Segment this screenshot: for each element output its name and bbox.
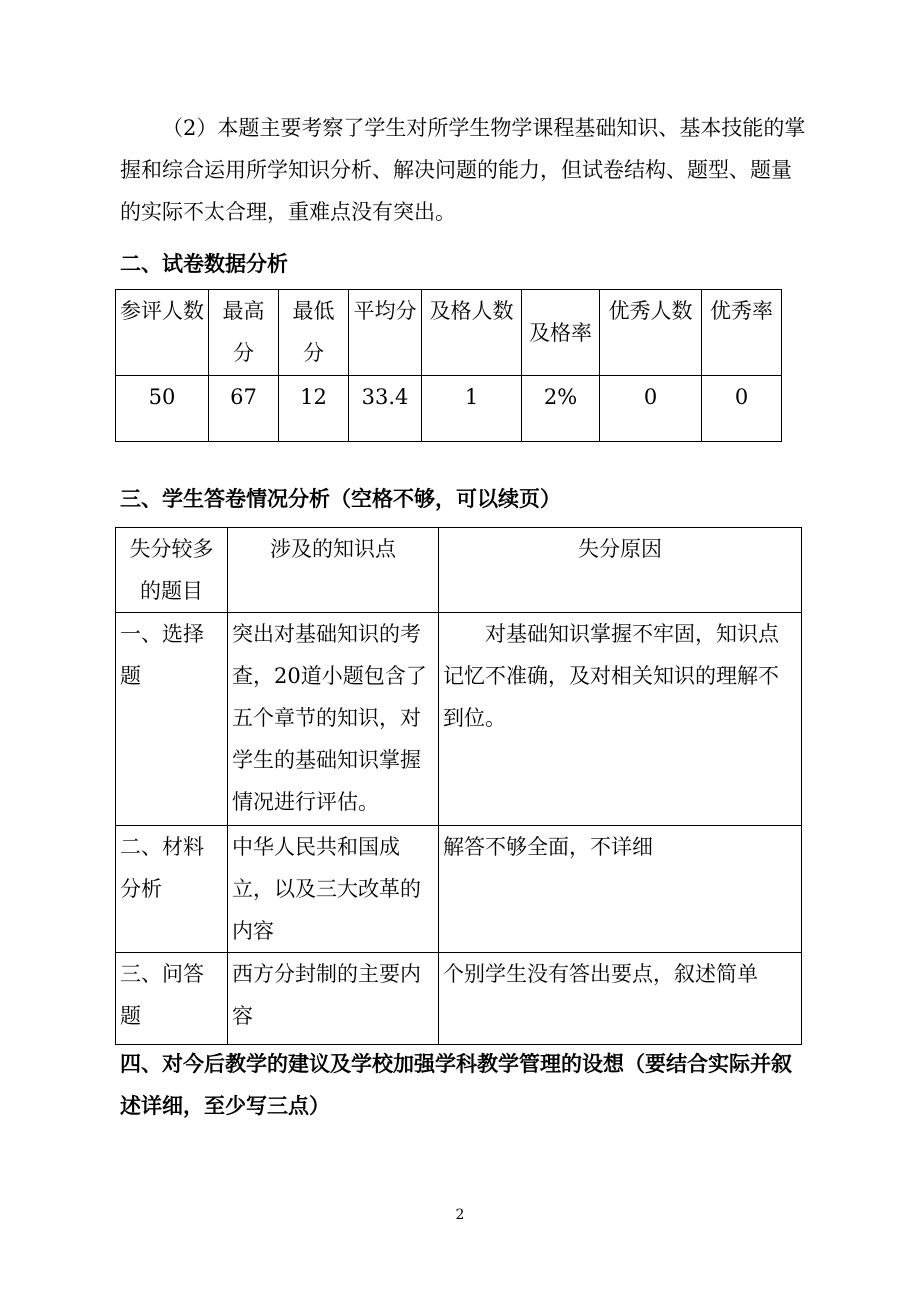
- header-cell: 及格率: [522, 290, 600, 376]
- table-row: [116, 953, 802, 1045]
- table-row: [116, 613, 802, 826]
- answer-analysis-table: [115, 527, 802, 1045]
- value-cell: 12: [279, 376, 349, 442]
- value-cell: 0: [702, 376, 782, 442]
- reason-cell: 解答不够全面，不详细: [439, 826, 802, 953]
- header-cell: 及格人数: [422, 290, 522, 376]
- value-cell: 1: [422, 376, 522, 442]
- header-cell: 最低分: [279, 290, 349, 376]
- intro-paragraph: （2）本题主要考察了学生对所学生物学课程基础知识、基本技能的掌握和综合运用所学知识分析、解决问题的能力，但试卷结构、题型、题量的实际不太合理，重难点没有突出。: [120, 116, 806, 224]
- header-cell: 涉及的知识点: [228, 528, 439, 613]
- header-cell: 失分原因: [439, 528, 802, 613]
- section3-title: 三、学生答卷情况分析（空格不够，可以续页）: [120, 486, 561, 511]
- table-header-row: [116, 528, 802, 613]
- section2-title: 二、试卷数据分析: [120, 251, 288, 276]
- header-cell: 优秀率: [702, 290, 782, 376]
- table-row: [116, 376, 782, 442]
- header-cell: 平均分: [349, 290, 422, 376]
- reason-cell: [439, 613, 802, 826]
- knowledge-cell: 中华人民共和国成立，以及三大改革的内容: [228, 826, 439, 953]
- knowledge-cell: 西方分封制的主要内容: [228, 953, 439, 1045]
- value-cell: 2%: [522, 376, 600, 442]
- header-cell: 参评人数: [116, 290, 209, 376]
- value-cell: 50: [116, 376, 209, 442]
- question-cell: 一、选择题: [116, 613, 228, 826]
- page-number: 2: [455, 1207, 465, 1223]
- exam-data-table: [115, 289, 782, 442]
- question-cell: 三、问答题: [116, 953, 228, 1045]
- section4-title: 四、对今后教学的建议及学校加强学科教学管理的设想（要结合实际并叙述详细，至少写三点）: [120, 1051, 792, 1118]
- value-cell: 67: [209, 376, 279, 442]
- reason-cell: 个别学生没有答出要点，叙述简单: [439, 953, 802, 1045]
- value-cell: 0: [600, 376, 702, 442]
- reason-text: 对基础知识掌握不牢固，知识点记忆不准确，及对相关知识的理解不到位。: [443, 622, 779, 730]
- knowledge-cell: 突出对基础知识的考查，20道小题包含了五个章节的知识，对学生的基础知识掌握情况进行评估。: [228, 613, 439, 826]
- header-cell: 失分较多的题目: [116, 528, 228, 613]
- value-cell: 33.4: [349, 376, 422, 442]
- header-cell: 优秀人数: [600, 290, 702, 376]
- table-header-row: [116, 290, 782, 376]
- header-cell: 最高分: [209, 290, 279, 376]
- question-cell: 二、材料分析: [116, 826, 228, 953]
- table-row: [116, 826, 802, 953]
